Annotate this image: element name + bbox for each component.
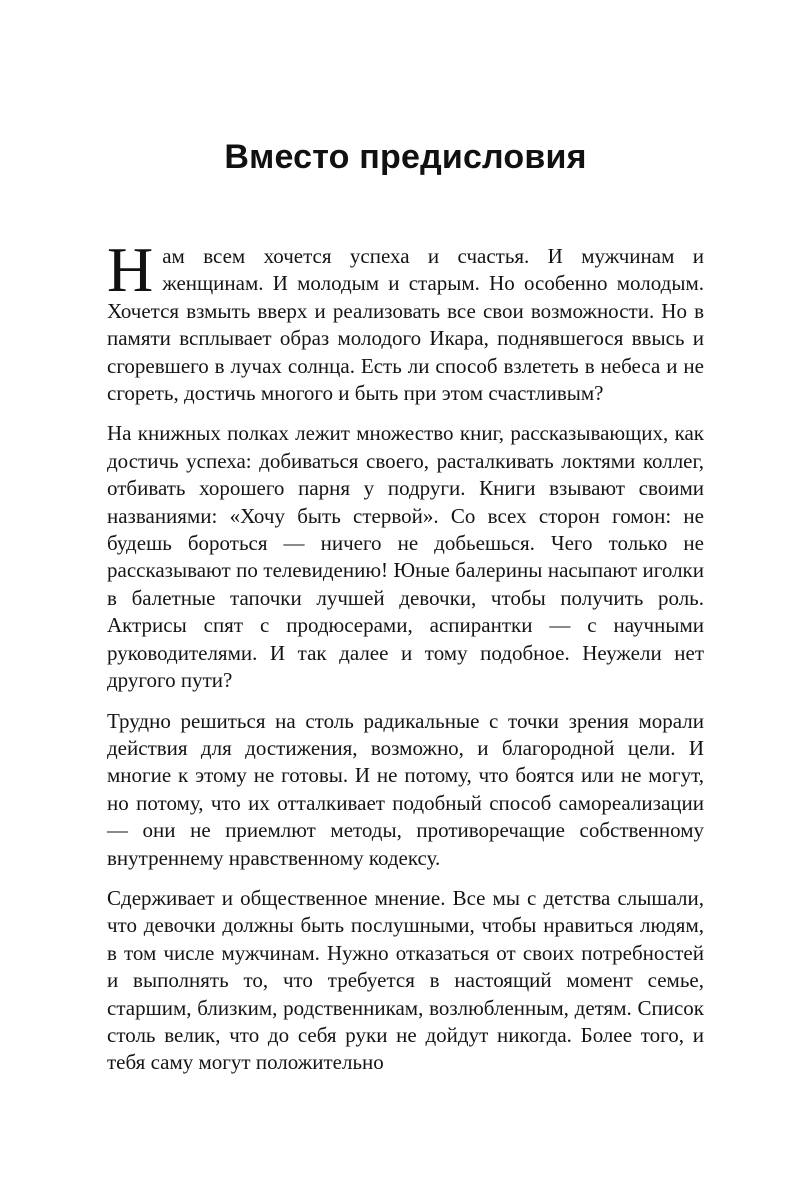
- paragraph: Сдерживает и общественное мнение. Все мы с детства слышали, что девочки должны быть послушными, чтобы нравиться людям, в том числе мужчинам. Нужно отказаться от своих потребностей и выполнять то, что требуется в настоящий момент семье, старшим, близким, родственникам, возлюбленным, детям. Список столь велик, что до себя руки не дойдут никогда. Более того, и тебя саму могут положительно: [107, 885, 704, 1075]
- dropcap-letter: Н: [107, 234, 154, 305]
- body-text-block: [107, 234, 704, 1077]
- paragraph: [107, 234, 704, 407]
- paragraph: На книжных полках лежит множество книг, рассказывающих, как достичь успеха: добиваться своего, расталкивать локтями коллег, отбивать хорошего парня у подруги. Книги взывают своими названиями: «Хочу быть стервой». Со всех сторон гомон: не будешь бороться — ничего не добьешься. Чего только не рассказывают по телевидению! Юные балерины насыпают иголки в балетные тапочки лучшей девочки, чтобы получить роль. Актрисы спят с продюсерами, аспирантки — с научными руководителями. И так далее и тому подобное. Неужели нет другого пути?: [107, 421, 704, 693]
- chapter-title: Вместо предисловия: [224, 138, 587, 176]
- paragraph-text: ам всем хочется успеха и счастья. И мужчинам и женщинам. И молодым и старым. Но особенно молодым. Хочется взмыть вверх и реализовать все свои возможности. Но в памяти всплывает образ молодого Икара, поднявшегося ввысь и сгоревшего в лучах солнца. Есть ли способ взлететь в небеса и не сгореть, достичь многого и быть при этом счастливым?: [107, 244, 704, 406]
- paragraph: Трудно решиться на столь радикальные с точки зрения морали действия для достижения, возможно, и благородной цели. И многие к этому не готовы. И не потому, что боятся или не могут, но потому, что их отталкивает подобный способ самореализации — они не приемлют методы, противоречащие собственному внутреннему нравственному кодексу.: [107, 708, 704, 870]
